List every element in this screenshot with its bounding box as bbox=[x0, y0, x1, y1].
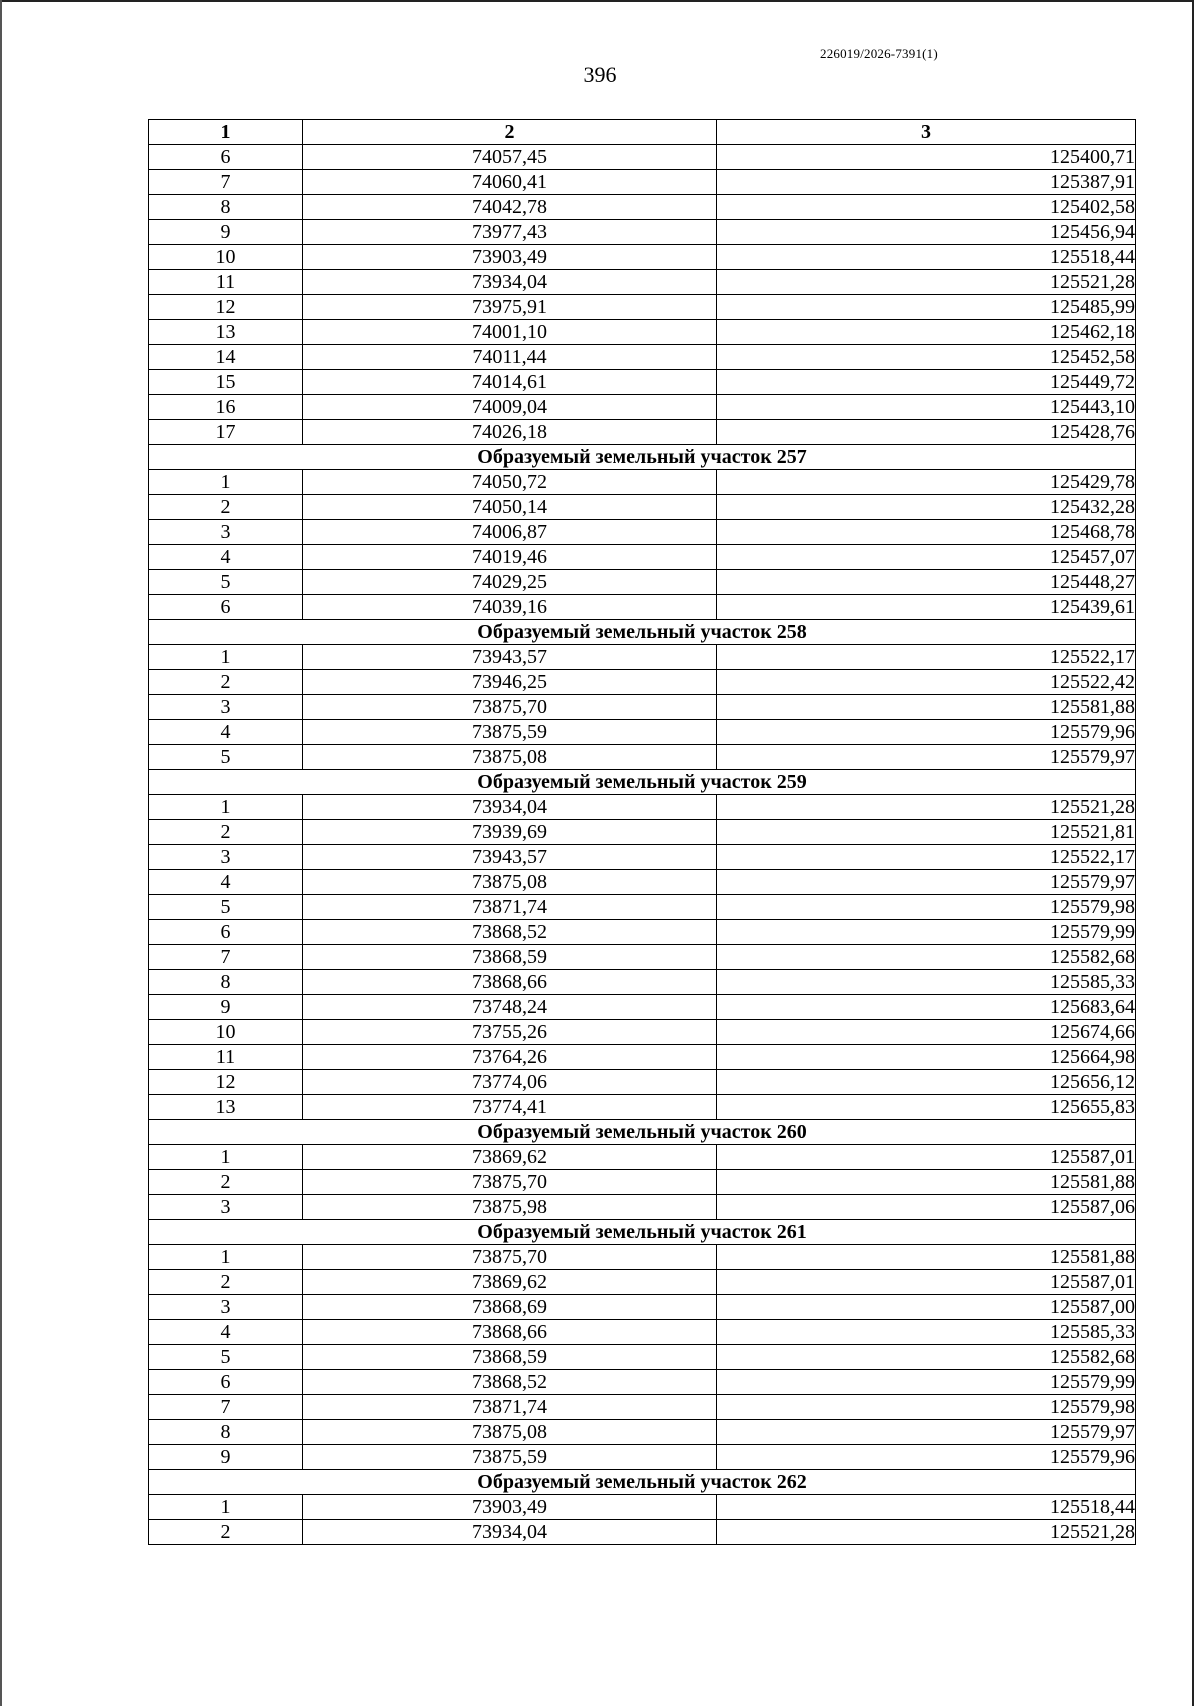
x-coordinate-cell: 73871,74 bbox=[303, 895, 717, 920]
y-coordinate-cell: 125485,99 bbox=[717, 295, 1136, 320]
point-number-cell: 2 bbox=[149, 1170, 303, 1195]
table-row bbox=[149, 970, 1136, 995]
page-number: 396 bbox=[583, 62, 617, 87]
x-coordinate-cell: 74009,04 bbox=[303, 395, 717, 420]
y-coordinate-cell: 125521,28 bbox=[717, 1520, 1136, 1545]
x-coordinate-cell: 73755,26 bbox=[303, 1020, 717, 1045]
x-coordinate-cell: 73975,91 bbox=[303, 295, 717, 320]
point-number-cell: 3 bbox=[149, 695, 303, 720]
y-coordinate-cell: 125581,88 bbox=[717, 1245, 1136, 1270]
table-row bbox=[149, 695, 1136, 720]
table-row bbox=[149, 670, 1136, 695]
point-number-cell: 7 bbox=[149, 170, 303, 195]
point-number-cell: 12 bbox=[149, 295, 303, 320]
y-coordinate-cell: 125579,97 bbox=[717, 745, 1136, 770]
y-coordinate-cell: 125521,28 bbox=[717, 795, 1136, 820]
section-title: Образуемый земельный участок 260 bbox=[149, 1120, 1136, 1145]
point-number-cell: 10 bbox=[149, 245, 303, 270]
y-coordinate-cell: 125582,68 bbox=[717, 945, 1136, 970]
x-coordinate-cell: 73748,24 bbox=[303, 995, 717, 1020]
point-number-cell: 14 bbox=[149, 345, 303, 370]
y-coordinate-cell: 125400,71 bbox=[717, 145, 1136, 170]
x-coordinate-cell: 73939,69 bbox=[303, 820, 717, 845]
x-coordinate-cell: 73868,69 bbox=[303, 1295, 717, 1320]
y-coordinate-cell: 125579,96 bbox=[717, 720, 1136, 745]
y-coordinate-cell: 125579,98 bbox=[717, 1395, 1136, 1420]
point-number-cell: 3 bbox=[149, 1295, 303, 1320]
x-coordinate-cell: 74060,41 bbox=[303, 170, 717, 195]
x-coordinate-cell: 73934,04 bbox=[303, 795, 717, 820]
y-coordinate-cell: 125587,01 bbox=[717, 1270, 1136, 1295]
x-coordinate-cell: 73875,08 bbox=[303, 745, 717, 770]
table-row bbox=[149, 470, 1136, 495]
table-row bbox=[149, 570, 1136, 595]
x-coordinate-cell: 73871,74 bbox=[303, 1395, 717, 1420]
x-coordinate-cell: 73903,49 bbox=[303, 245, 717, 270]
scan-frame-left bbox=[0, 0, 2, 1706]
table-row bbox=[149, 645, 1136, 670]
table-row bbox=[149, 1195, 1136, 1220]
header-col-2: 2 bbox=[303, 120, 717, 145]
x-coordinate-cell: 73875,59 bbox=[303, 720, 717, 745]
x-coordinate-cell: 73868,66 bbox=[303, 1320, 717, 1345]
table-row bbox=[149, 1320, 1136, 1345]
header-col-3: 3 bbox=[717, 120, 1136, 145]
point-number-cell: 6 bbox=[149, 595, 303, 620]
x-coordinate-cell: 73774,06 bbox=[303, 1070, 717, 1095]
x-coordinate-cell: 73774,41 bbox=[303, 1095, 717, 1120]
y-coordinate-cell: 125429,78 bbox=[717, 470, 1136, 495]
y-coordinate-cell: 125579,97 bbox=[717, 1420, 1136, 1445]
header-col-1: 1 bbox=[149, 120, 303, 145]
y-coordinate-cell: 125579,99 bbox=[717, 1370, 1136, 1395]
point-number-cell: 9 bbox=[149, 995, 303, 1020]
table-row bbox=[149, 1345, 1136, 1370]
scan-frame-top bbox=[0, 0, 1192, 2]
y-coordinate-cell: 125579,96 bbox=[717, 1445, 1136, 1470]
section-row bbox=[149, 1120, 1136, 1145]
y-coordinate-cell: 125518,44 bbox=[717, 245, 1136, 270]
x-coordinate-cell: 73943,57 bbox=[303, 645, 717, 670]
table-header-row bbox=[149, 120, 1136, 145]
y-coordinate-cell: 125656,12 bbox=[717, 1070, 1136, 1095]
x-coordinate-cell: 73946,25 bbox=[303, 670, 717, 695]
y-coordinate-cell: 125462,18 bbox=[717, 320, 1136, 345]
section-row bbox=[149, 1470, 1136, 1495]
point-number-cell: 6 bbox=[149, 1370, 303, 1395]
y-coordinate-cell: 125587,01 bbox=[717, 1145, 1136, 1170]
x-coordinate-cell: 73875,98 bbox=[303, 1195, 717, 1220]
table-row bbox=[149, 845, 1136, 870]
x-coordinate-cell: 73875,70 bbox=[303, 695, 717, 720]
x-coordinate-cell: 73875,08 bbox=[303, 1420, 717, 1445]
point-number-cell: 2 bbox=[149, 1270, 303, 1295]
section-row bbox=[149, 445, 1136, 470]
x-coordinate-cell: 74050,14 bbox=[303, 495, 717, 520]
table-row bbox=[149, 320, 1136, 345]
y-coordinate-cell: 125387,91 bbox=[717, 170, 1136, 195]
x-coordinate-cell: 73868,52 bbox=[303, 1370, 717, 1395]
table-row bbox=[149, 1020, 1136, 1045]
table-row bbox=[149, 1095, 1136, 1120]
point-number-cell: 16 bbox=[149, 395, 303, 420]
x-coordinate-cell: 74001,10 bbox=[303, 320, 717, 345]
point-number-cell: 2 bbox=[149, 820, 303, 845]
coordinates-table bbox=[148, 119, 1136, 1545]
y-coordinate-cell: 125581,88 bbox=[717, 695, 1136, 720]
table-row bbox=[149, 745, 1136, 770]
table-row bbox=[149, 1270, 1136, 1295]
section-row bbox=[149, 770, 1136, 795]
section-row bbox=[149, 620, 1136, 645]
x-coordinate-cell: 74011,44 bbox=[303, 345, 717, 370]
table-row bbox=[149, 1395, 1136, 1420]
y-coordinate-cell: 125522,17 bbox=[717, 845, 1136, 870]
table-row bbox=[149, 345, 1136, 370]
y-coordinate-cell: 125402,58 bbox=[717, 195, 1136, 220]
x-coordinate-cell: 73875,70 bbox=[303, 1245, 717, 1270]
point-number-cell: 1 bbox=[149, 645, 303, 670]
table-row bbox=[149, 1420, 1136, 1445]
x-coordinate-cell: 74042,78 bbox=[303, 195, 717, 220]
table-row bbox=[149, 370, 1136, 395]
point-number-cell: 4 bbox=[149, 720, 303, 745]
table-row bbox=[149, 1070, 1136, 1095]
point-number-cell: 6 bbox=[149, 145, 303, 170]
table-row bbox=[149, 870, 1136, 895]
y-coordinate-cell: 125522,42 bbox=[717, 670, 1136, 695]
table-row bbox=[149, 1145, 1136, 1170]
point-number-cell: 3 bbox=[149, 845, 303, 870]
point-number-cell: 13 bbox=[149, 1095, 303, 1120]
point-number-cell: 8 bbox=[149, 1420, 303, 1445]
table-row bbox=[149, 1170, 1136, 1195]
y-coordinate-cell: 125449,72 bbox=[717, 370, 1136, 395]
table-row bbox=[149, 295, 1136, 320]
document-id: 226019/2026-7391(1) bbox=[820, 46, 938, 61]
point-number-cell: 13 bbox=[149, 320, 303, 345]
table-row bbox=[149, 170, 1136, 195]
table-row bbox=[149, 145, 1136, 170]
y-coordinate-cell: 125521,81 bbox=[717, 820, 1136, 845]
y-coordinate-cell: 125585,33 bbox=[717, 970, 1136, 995]
point-number-cell: 3 bbox=[149, 520, 303, 545]
point-number-cell: 10 bbox=[149, 1020, 303, 1045]
point-number-cell: 9 bbox=[149, 1445, 303, 1470]
x-coordinate-cell: 73875,59 bbox=[303, 1445, 717, 1470]
table-row bbox=[149, 545, 1136, 570]
point-number-cell: 11 bbox=[149, 1045, 303, 1070]
y-coordinate-cell: 125521,28 bbox=[717, 270, 1136, 295]
x-coordinate-cell: 73869,62 bbox=[303, 1270, 717, 1295]
table-row bbox=[149, 520, 1136, 545]
y-coordinate-cell: 125456,94 bbox=[717, 220, 1136, 245]
point-number-cell: 4 bbox=[149, 545, 303, 570]
x-coordinate-cell: 74014,61 bbox=[303, 370, 717, 395]
x-coordinate-cell: 73868,66 bbox=[303, 970, 717, 995]
point-number-cell: 6 bbox=[149, 920, 303, 945]
point-number-cell: 15 bbox=[149, 370, 303, 395]
point-number-cell: 1 bbox=[149, 795, 303, 820]
point-number-cell: 7 bbox=[149, 1395, 303, 1420]
y-coordinate-cell: 125585,33 bbox=[717, 1320, 1136, 1345]
table-row bbox=[149, 1045, 1136, 1070]
table-row bbox=[149, 920, 1136, 945]
y-coordinate-cell: 125452,58 bbox=[717, 345, 1136, 370]
x-coordinate-cell: 74026,18 bbox=[303, 420, 717, 445]
point-number-cell: 1 bbox=[149, 1495, 303, 1520]
table-row bbox=[149, 245, 1136, 270]
point-number-cell: 3 bbox=[149, 1195, 303, 1220]
y-coordinate-cell: 125579,97 bbox=[717, 870, 1136, 895]
y-coordinate-cell: 125457,07 bbox=[717, 545, 1136, 570]
point-number-cell: 17 bbox=[149, 420, 303, 445]
y-coordinate-cell: 125518,44 bbox=[717, 1495, 1136, 1520]
x-coordinate-cell: 73934,04 bbox=[303, 1520, 717, 1545]
y-coordinate-cell: 125655,83 bbox=[717, 1095, 1136, 1120]
x-coordinate-cell: 74006,87 bbox=[303, 520, 717, 545]
table-row bbox=[149, 1520, 1136, 1545]
table-row bbox=[149, 820, 1136, 845]
y-coordinate-cell: 125448,27 bbox=[717, 570, 1136, 595]
point-number-cell: 7 bbox=[149, 945, 303, 970]
table-row bbox=[149, 270, 1136, 295]
x-coordinate-cell: 74039,16 bbox=[303, 595, 717, 620]
x-coordinate-cell: 73875,08 bbox=[303, 870, 717, 895]
table-row bbox=[149, 1295, 1136, 1320]
table-row bbox=[149, 395, 1136, 420]
x-coordinate-cell: 73868,59 bbox=[303, 945, 717, 970]
point-number-cell: 5 bbox=[149, 1345, 303, 1370]
point-number-cell: 8 bbox=[149, 970, 303, 995]
x-coordinate-cell: 73903,49 bbox=[303, 1495, 717, 1520]
point-number-cell: 4 bbox=[149, 1320, 303, 1345]
table-row bbox=[149, 995, 1136, 1020]
x-coordinate-cell: 73943,57 bbox=[303, 845, 717, 870]
point-number-cell: 1 bbox=[149, 1245, 303, 1270]
x-coordinate-cell: 73934,04 bbox=[303, 270, 717, 295]
point-number-cell: 11 bbox=[149, 270, 303, 295]
x-coordinate-cell: 73977,43 bbox=[303, 220, 717, 245]
section-title: Образуемый земельный участок 257 bbox=[149, 445, 1136, 470]
x-coordinate-cell: 73868,52 bbox=[303, 920, 717, 945]
scan-frame-right bbox=[1192, 0, 1194, 1706]
y-coordinate-cell: 125522,17 bbox=[717, 645, 1136, 670]
point-number-cell: 5 bbox=[149, 570, 303, 595]
table-row bbox=[149, 720, 1136, 745]
table-row bbox=[149, 795, 1136, 820]
table-row bbox=[149, 495, 1136, 520]
point-number-cell: 5 bbox=[149, 895, 303, 920]
x-coordinate-cell: 74057,45 bbox=[303, 145, 717, 170]
y-coordinate-cell: 125579,99 bbox=[717, 920, 1136, 945]
y-coordinate-cell: 125439,61 bbox=[717, 595, 1136, 620]
x-coordinate-cell: 74050,72 bbox=[303, 470, 717, 495]
table-row bbox=[149, 1245, 1136, 1270]
section-title: Образуемый земельный участок 259 bbox=[149, 770, 1136, 795]
y-coordinate-cell: 125432,28 bbox=[717, 495, 1136, 520]
y-coordinate-cell: 125674,66 bbox=[717, 1020, 1136, 1045]
section-title: Образуемый земельный участок 261 bbox=[149, 1220, 1136, 1245]
x-coordinate-cell: 74029,25 bbox=[303, 570, 717, 595]
y-coordinate-cell: 125579,98 bbox=[717, 895, 1136, 920]
point-number-cell: 5 bbox=[149, 745, 303, 770]
table-row bbox=[149, 1495, 1136, 1520]
y-coordinate-cell: 125587,06 bbox=[717, 1195, 1136, 1220]
point-number-cell: 4 bbox=[149, 870, 303, 895]
table-row bbox=[149, 195, 1136, 220]
y-coordinate-cell: 125468,78 bbox=[717, 520, 1136, 545]
x-coordinate-cell: 73869,62 bbox=[303, 1145, 717, 1170]
y-coordinate-cell: 125664,98 bbox=[717, 1045, 1136, 1070]
section-title: Образуемый земельный участок 262 bbox=[149, 1470, 1136, 1495]
section-title: Образуемый земельный участок 258 bbox=[149, 620, 1136, 645]
table-body bbox=[149, 145, 1136, 1545]
y-coordinate-cell: 125443,10 bbox=[717, 395, 1136, 420]
y-coordinate-cell: 125582,68 bbox=[717, 1345, 1136, 1370]
table-row bbox=[149, 220, 1136, 245]
x-coordinate-cell: 73875,70 bbox=[303, 1170, 717, 1195]
table-row bbox=[149, 595, 1136, 620]
point-number-cell: 1 bbox=[149, 470, 303, 495]
point-number-cell: 8 bbox=[149, 195, 303, 220]
y-coordinate-cell: 125581,88 bbox=[717, 1170, 1136, 1195]
table-row bbox=[149, 1445, 1136, 1470]
table-row bbox=[149, 420, 1136, 445]
point-number-cell: 12 bbox=[149, 1070, 303, 1095]
point-number-cell: 2 bbox=[149, 495, 303, 520]
x-coordinate-cell: 73868,59 bbox=[303, 1345, 717, 1370]
y-coordinate-cell: 125683,64 bbox=[717, 995, 1136, 1020]
section-row bbox=[149, 1220, 1136, 1245]
x-coordinate-cell: 74019,46 bbox=[303, 545, 717, 570]
table-row bbox=[149, 945, 1136, 970]
x-coordinate-cell: 73764,26 bbox=[303, 1045, 717, 1070]
y-coordinate-cell: 125587,00 bbox=[717, 1295, 1136, 1320]
table-row bbox=[149, 1370, 1136, 1395]
table-row bbox=[149, 895, 1136, 920]
y-coordinate-cell: 125428,76 bbox=[717, 420, 1136, 445]
point-number-cell: 2 bbox=[149, 670, 303, 695]
point-number-cell: 1 bbox=[149, 1145, 303, 1170]
point-number-cell: 9 bbox=[149, 220, 303, 245]
point-number-cell: 2 bbox=[149, 1520, 303, 1545]
